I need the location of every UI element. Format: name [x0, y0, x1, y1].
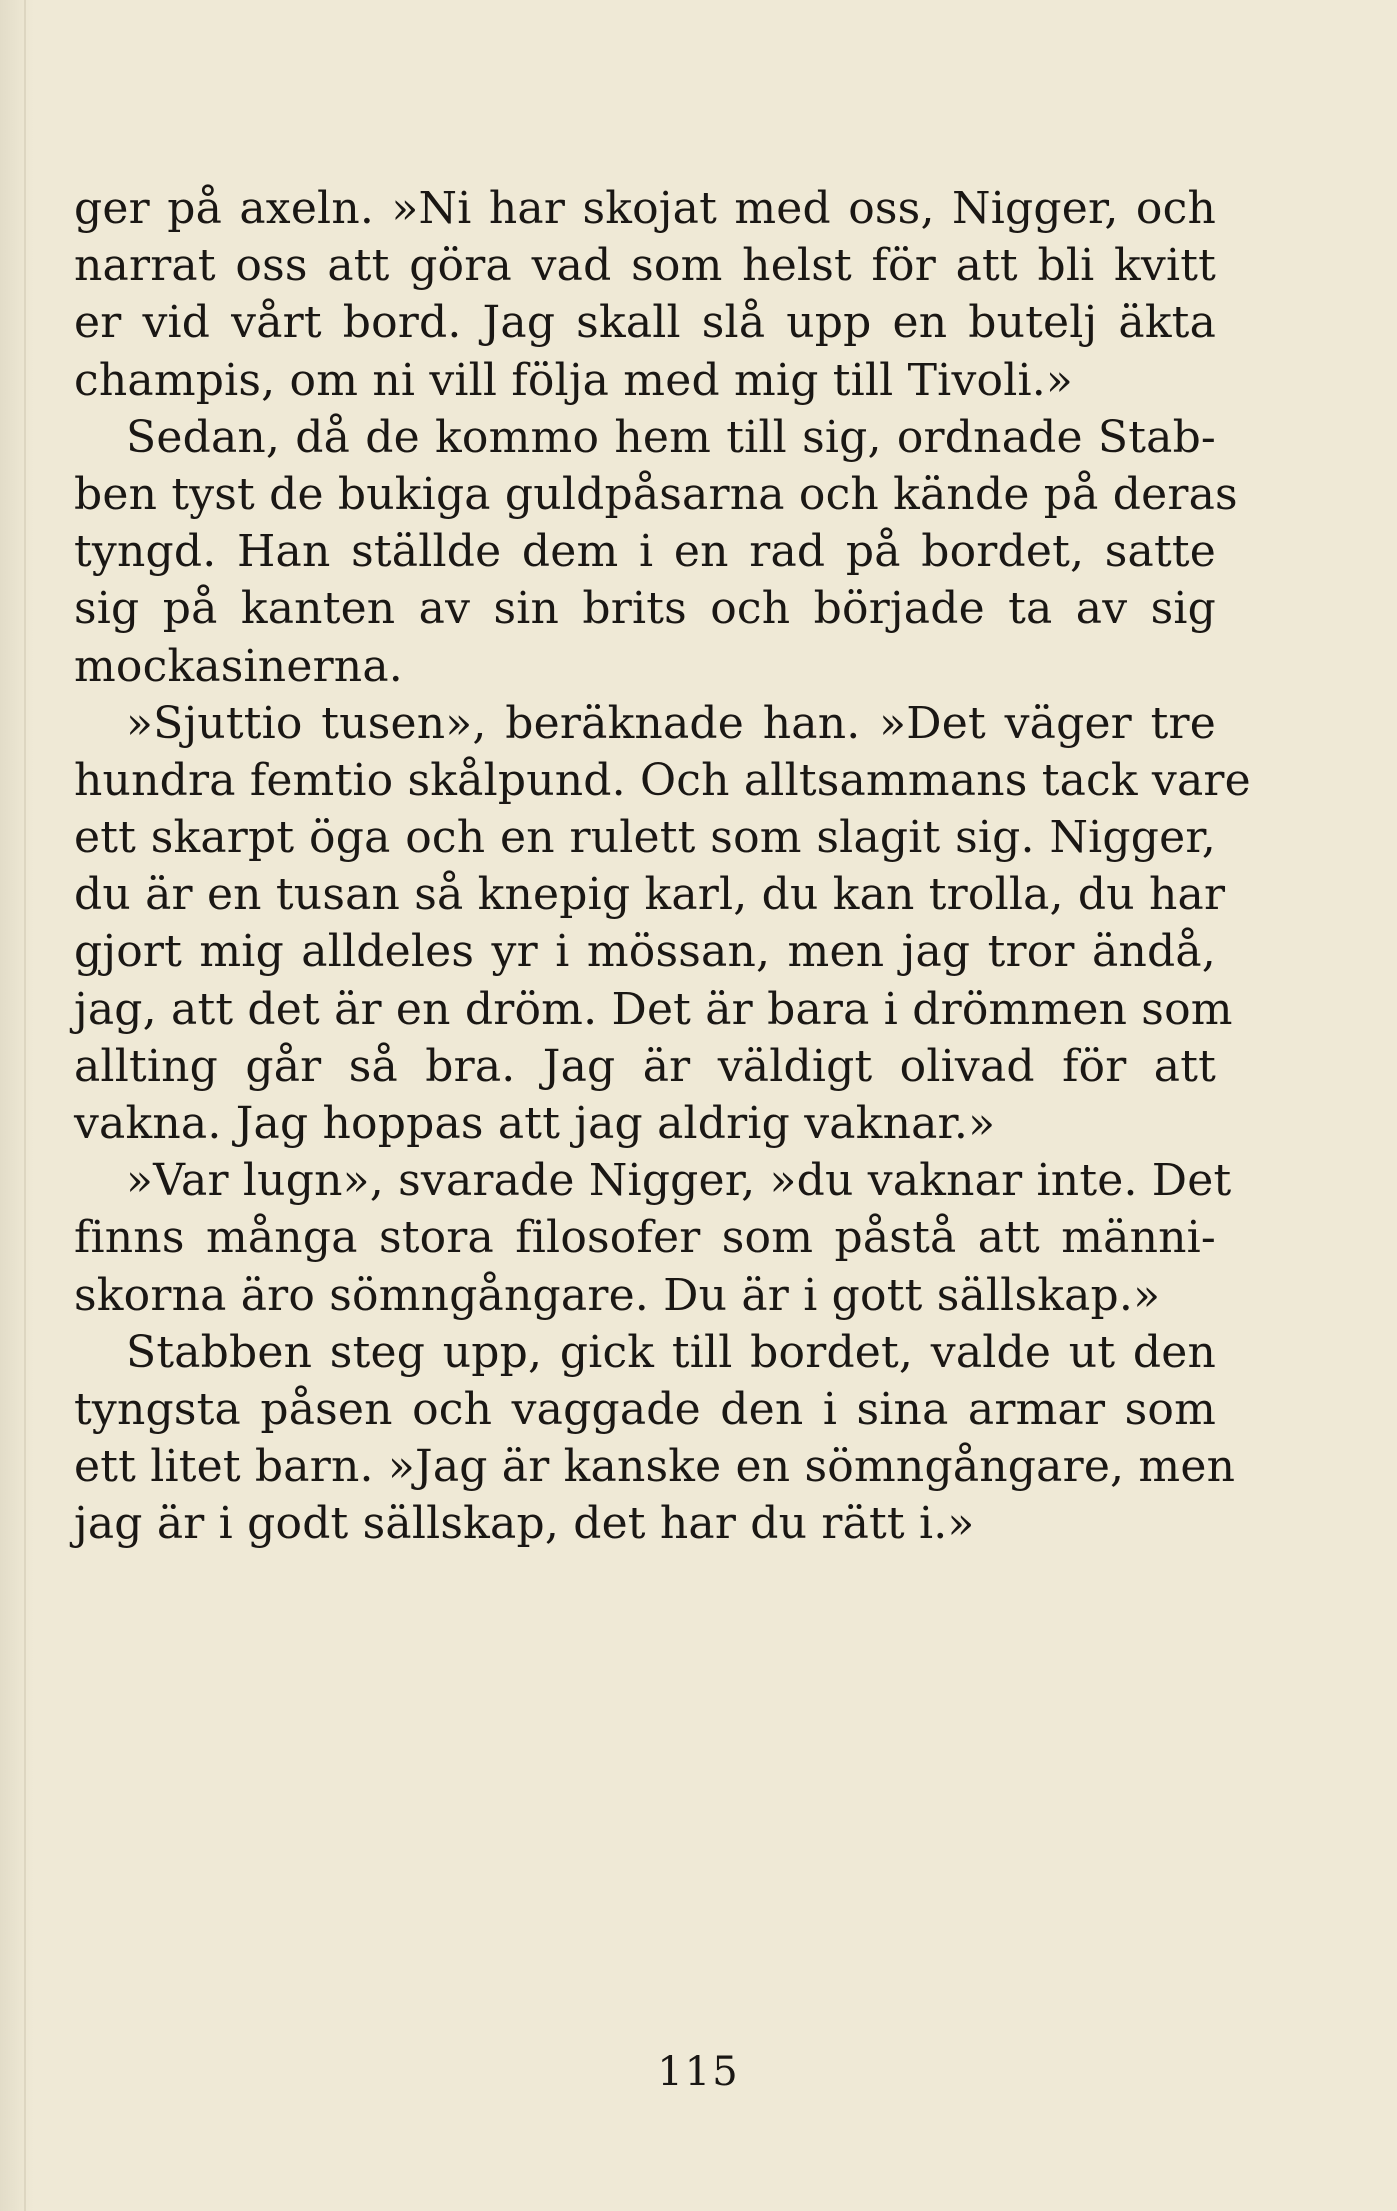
- text-line: jag, att det är en dröm. Det är bara i drömmen som: [74, 983, 1233, 1035]
- text-line: tyngsta påsen och vaggade den i sina armar som: [74, 1383, 1216, 1435]
- text-line: »Var lugn», svarade Nigger, »du vaknar inte. Det: [126, 1155, 1232, 1207]
- text-line: champis, om ni vill följa med mig till Tivoli.»: [74, 354, 1074, 406]
- text-line: ben tyst de bukiga guldpåsarna och kände på deras: [74, 468, 1238, 520]
- text-line: »Sjuttio tusen», beräknade han. »Det väger tre: [126, 697, 1216, 749]
- text-line: mockasinerna.: [74, 640, 403, 692]
- text-line: vakna. Jag hoppas att jag aldrig vaknar.»: [74, 1098, 996, 1149]
- text-line: tyngd. Han ställde dem i en rad på bordet, satte: [74, 526, 1216, 578]
- text-line: Sedan, då de kommo hem till sig, ordnade Stab-: [126, 411, 1216, 463]
- text-line: finns många stora filosofer som påstå att männi-: [74, 1212, 1216, 1264]
- page-gutter-line: [24, 0, 26, 2211]
- page-gutter-shadow: [0, 0, 34, 2211]
- text-line: ger på axeln. »Ni har skojat med oss, Nigger, och: [74, 183, 1216, 234]
- text-line: ett skarpt öga och en rulett som slagit sig. Nigger,: [74, 812, 1216, 864]
- text-line: skorna äro sömngångare. Du är i gott sällskap.»: [74, 1269, 1161, 1321]
- text-line: er vid vårt bord. Jag skall slå upp en butelj äkta: [74, 297, 1216, 349]
- text-line: du är en tusan så knepig karl, du kan trolla, du har: [74, 869, 1226, 921]
- text-line: narrat oss att göra vad som helst för att bli kvitt: [74, 240, 1216, 292]
- text-line: ett litet barn. »Jag är kanske en sömngångare, men: [74, 1441, 1236, 1493]
- text-line: jag är i godt sällskap, det har du rätt i.»: [74, 1498, 975, 1550]
- body-text: [74, 180, 1251, 1553]
- text-line: gjort mig alldeles yr i mössan, men jag tror ändå,: [74, 926, 1216, 978]
- page-number: 115: [657, 2049, 740, 2095]
- text-line: Stabben steg upp, gick till bordet, valde ut den: [126, 1326, 1216, 1378]
- text-line: hundra femtio skålpund. Och alltsammans tack vare: [74, 754, 1251, 806]
- text-line: allting går så bra. Jag är väldigt olivad för att: [74, 1040, 1216, 1092]
- text-line: sig på kanten av sin brits och började ta av sig: [74, 583, 1216, 635]
